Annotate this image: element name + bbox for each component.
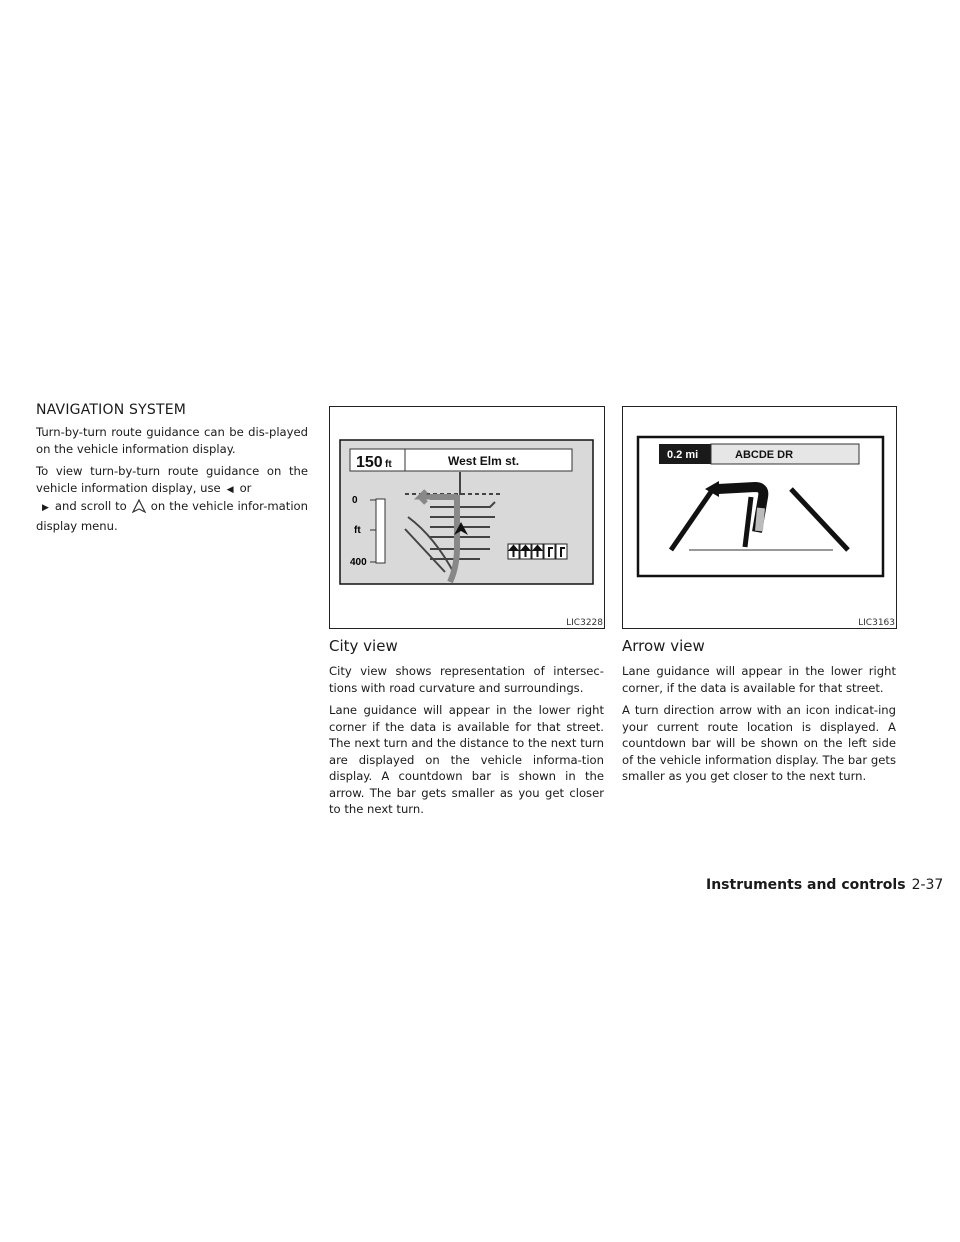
scale-unit: ft (354, 525, 361, 536)
navigation-icon (131, 499, 147, 518)
distance-value: 150 (356, 454, 383, 471)
arrow-view-section (622, 637, 896, 791)
scale-bottom: 400 (350, 557, 367, 568)
street-name: ABCDE DR (735, 449, 794, 461)
arrow-view-display (623, 407, 896, 628)
nav-paragraph-2-c: on the vehicle infor-mation display menu. (36, 499, 308, 533)
page-footer (706, 877, 943, 893)
city-view-heading: City view (329, 637, 398, 655)
city-view-display (330, 407, 604, 628)
nav-paragraph-2-or: or (239, 480, 252, 495)
distance-unit: ft (385, 459, 392, 470)
figure-label: LIC3228 (566, 618, 603, 628)
street-name: West Elm st. (448, 454, 520, 468)
nav-paragraph-1: Turn-by-turn route guidance can be dis-played on the vehicle information display. (36, 425, 308, 456)
figure-label: LIC3163 (858, 618, 895, 628)
arrow-view-heading: Arrow view (622, 637, 705, 655)
right-arrow-icon: ▶ (42, 503, 49, 513)
page-number: 2-37 (911, 877, 944, 893)
city-view-paragraph-1: City view shows representation of intersec-tions with road curvature and surroundings. (329, 664, 604, 695)
distance-label: 0.2 mi (667, 449, 699, 461)
nav-paragraph-2-b: and scroll to (54, 499, 127, 513)
footer-section-title: Instruments and controls (706, 877, 906, 893)
city-view-paragraph-2: Lane guidance will appear in the lower right corner if the data is available for that street. The next turn and the distance to the next turn are displayed on the vehicle informa-tion display. A countdown bar is shown in the arrow. The bar gets smaller as you get closer to the next turn. (329, 703, 604, 816)
countdown-bar (759, 508, 761, 531)
arrow-view-paragraph-1: Lane guidance will appear in the lower right corner, if the data is available for that street. (622, 664, 896, 695)
navigation-section (36, 402, 308, 540)
arrow-view-paragraph-2: A turn direction arrow with an icon indicat-ing your current route location is displayed. A countdown bar will be shown on the left side of the vehicle information display. The bar gets smaller as you get closer to the next turn. (622, 703, 896, 783)
city-view-figure (329, 406, 605, 629)
section-heading: NAVIGATION SYSTEM (36, 402, 187, 418)
city-view-section (329, 637, 604, 824)
nav-paragraph-2-a: To view turn-by-turn route guidance on the vehicle information display, use (36, 464, 308, 495)
nav-paragraph-2 (36, 463, 308, 534)
lane-guidance (508, 544, 567, 559)
scale-top: 0 (352, 495, 358, 506)
arrow-view-figure (622, 406, 897, 629)
left-arrow-icon: ◀ (226, 484, 234, 495)
